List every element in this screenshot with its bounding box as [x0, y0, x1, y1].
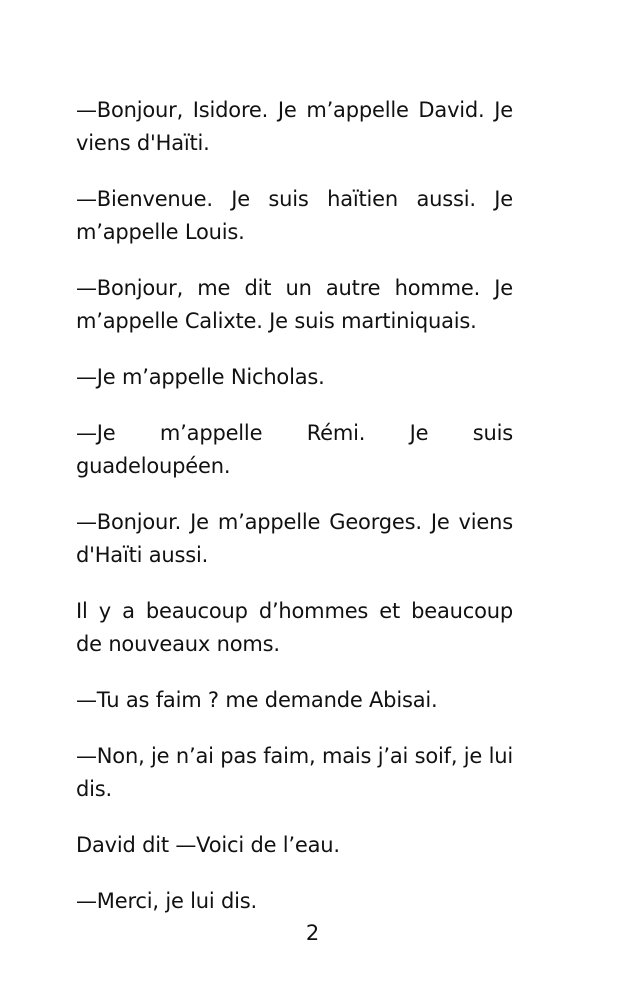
- paragraph: —Je m’appelle Rémi. Je suis guadeloupéen.: [76, 421, 513, 478]
- paragraph: —Bonjour, Isidore. Je m’appelle David. Je viens d'Haïti.: [76, 98, 513, 155]
- body-text: [76, 94, 513, 941]
- paragraph: Il y a beaucoup d’hommes et beaucoup de nouveaux noms.: [76, 599, 513, 656]
- paragraph: —Non, je n’ai pas faim, mais j’ai soif, je lui dis.: [76, 744, 513, 801]
- paragraph: —Bonjour. Je m’appelle Georges. Je viens d'Haïti aussi.: [76, 510, 513, 567]
- paragraph: David dit —Voici de l’eau.: [76, 833, 340, 857]
- paragraph: —Tu as faim ? me demande Abisai.: [76, 688, 438, 712]
- paragraph: —Bienvenue. Je suis haïtien aussi. Je m’appelle Louis.: [76, 187, 513, 244]
- paragraph: —Bonjour, me dit un autre homme. Je m’appelle Calixte. Je suis martiniquais.: [76, 276, 513, 333]
- paragraph: —Merci, je lui dis.: [76, 889, 258, 913]
- paragraph: —Je m’appelle Nicholas.: [76, 365, 325, 389]
- page-number: 2: [305, 921, 320, 945]
